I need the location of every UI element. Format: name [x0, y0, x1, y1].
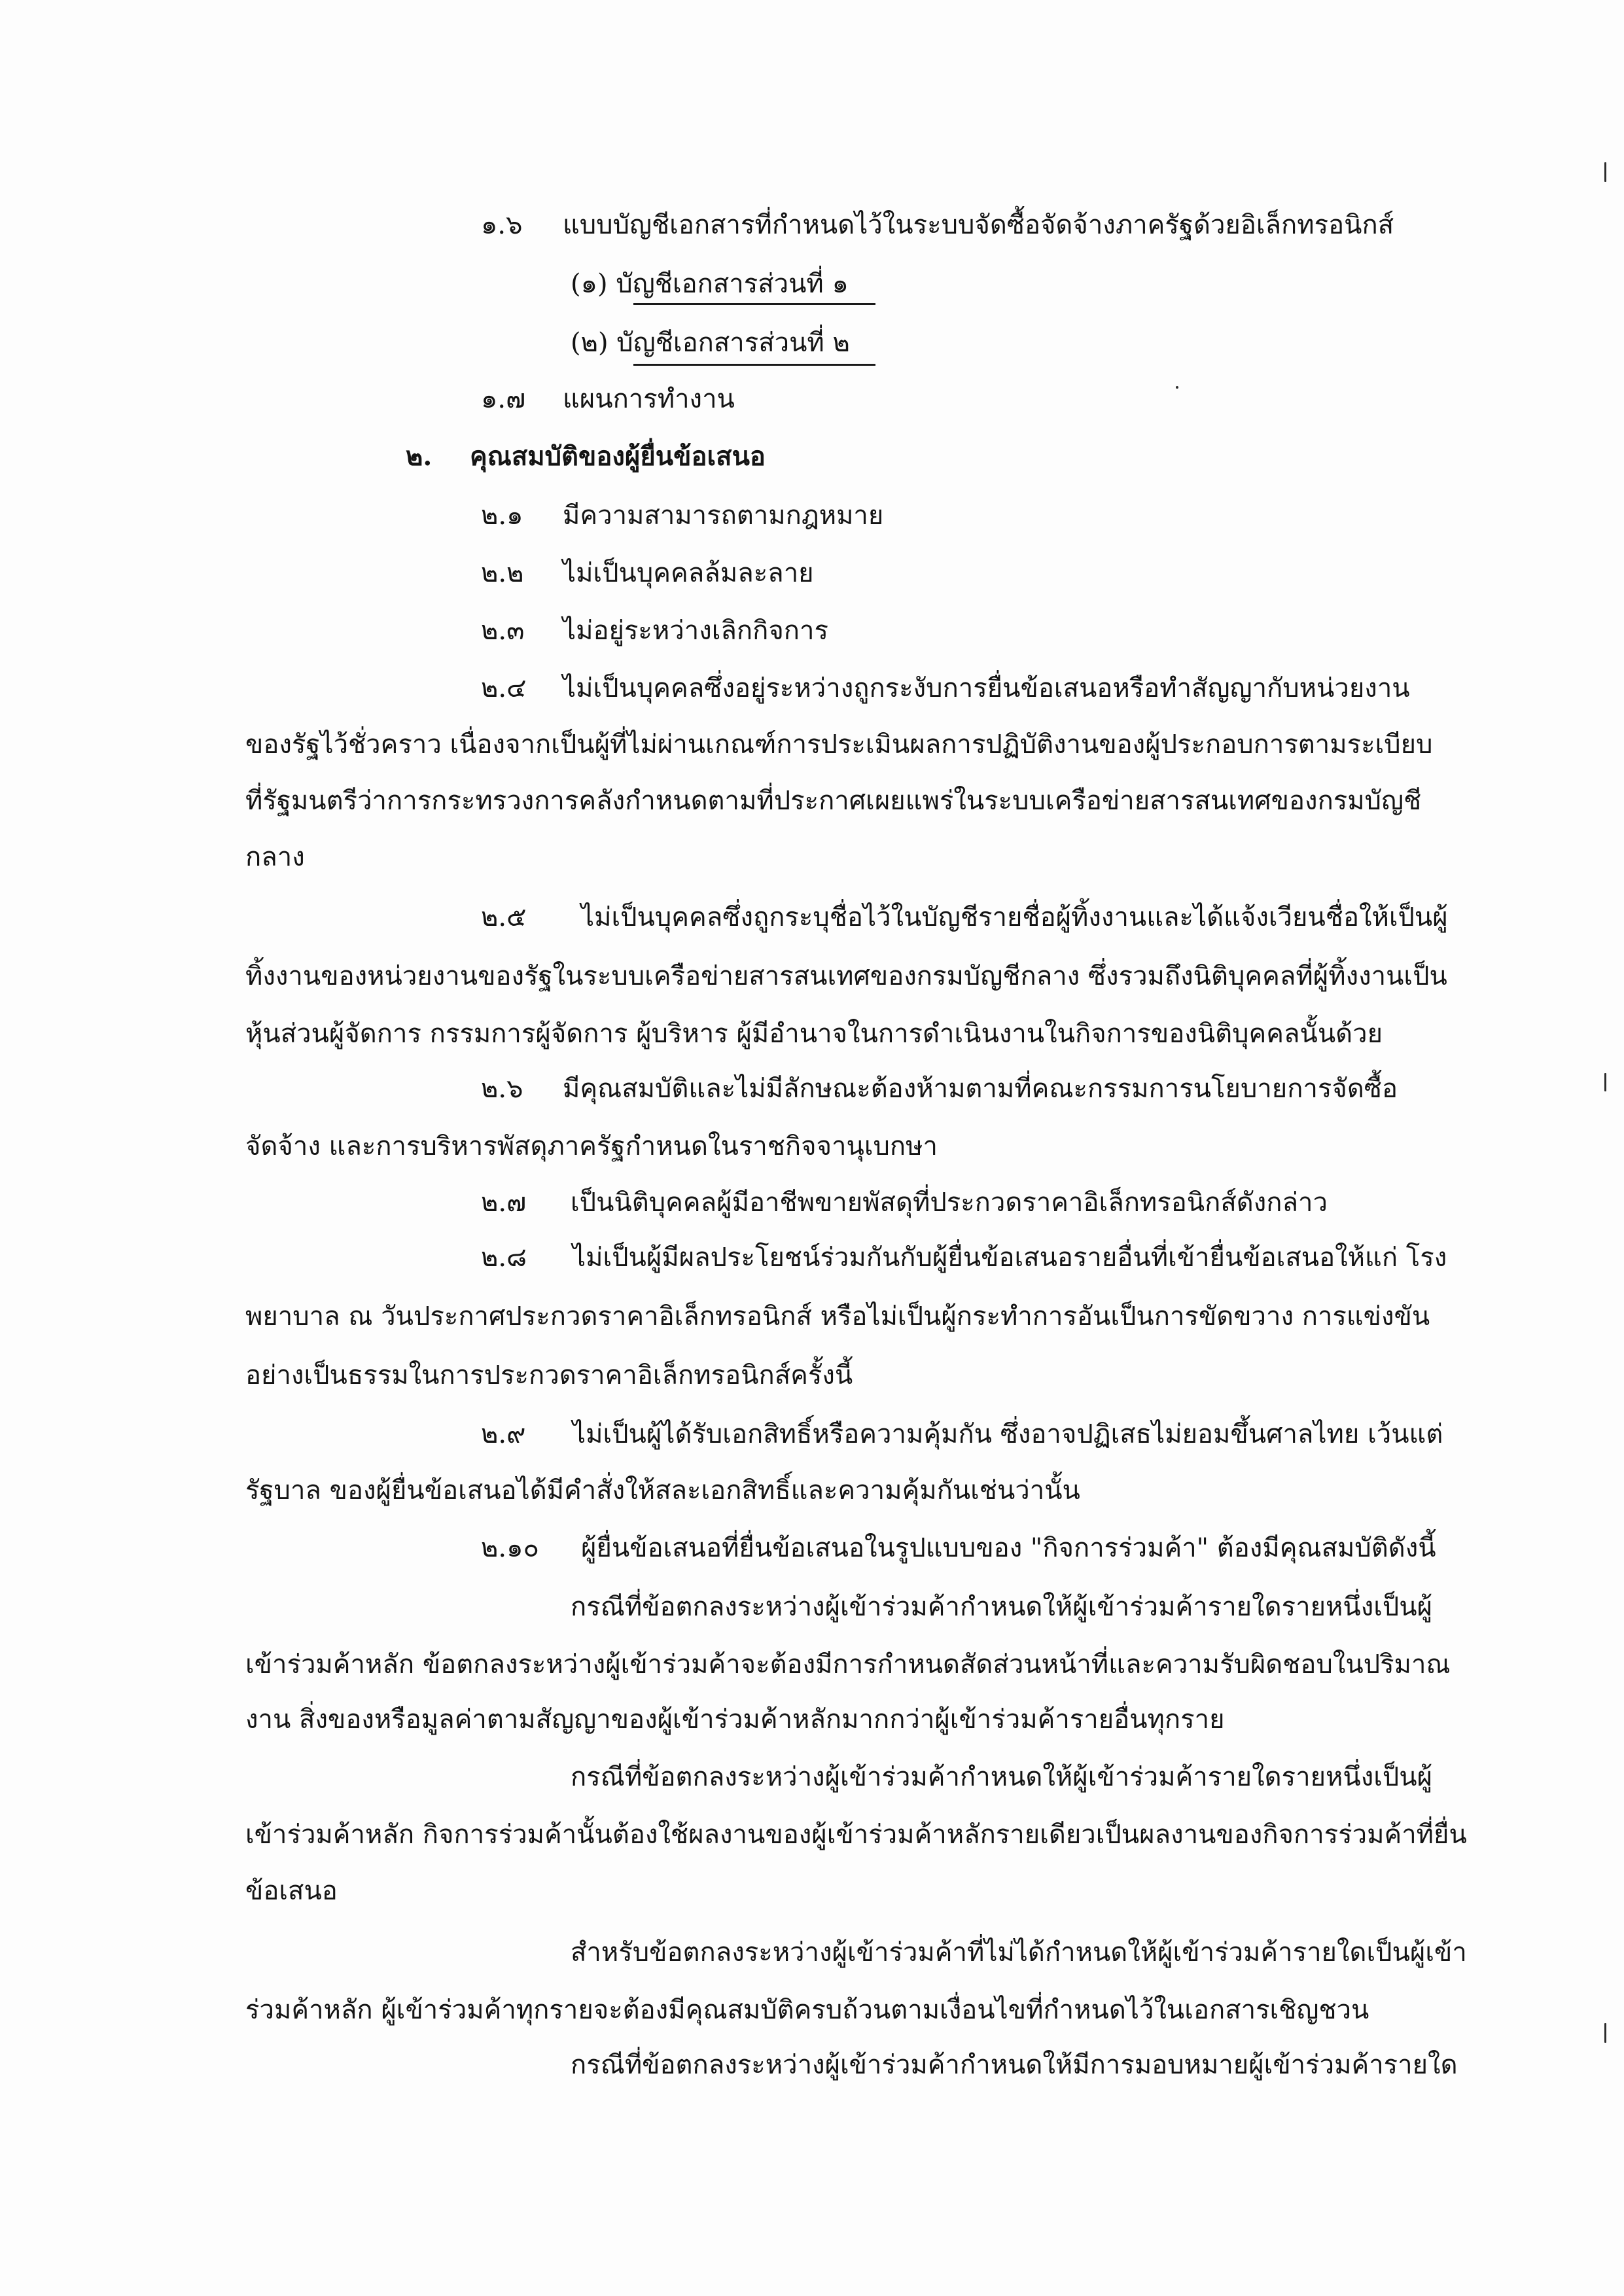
item-text-2-6-line-2: จัดจ้าง และการบริหารพัสดุภาครัฐกำหนดในราชกิจจานุเบกษา	[245, 1131, 938, 1161]
item-text-2-4-line-4: กลาง	[245, 842, 305, 872]
jv-para-2-line-2: เข้าร่วมค้าหลัก กิจการร่วมค้านั้นต้องใช้ผลงานของผู้เข้าร่วมค้าหลักรายเดียวเป็นผลงานของกิจการร่วมค้าที่ยื่น	[245, 1820, 1467, 1850]
underline-sub-item-1	[633, 303, 875, 305]
section-number-2: ๒.	[406, 441, 432, 472]
item-text-2-8-line-3: อย่างเป็นธรรมในการประกวดราคาอิเล็กทรอนิกส์ครั้งนี้	[245, 1360, 853, 1390]
item-text-2-8-line-1: ไม่เป็นผู้มีผลประโยชน์ร่วมกันกับผู้ยื่นข้อเสนอรายอื่นที่เข้ายื่นข้อเสนอให้แก่ โรง	[573, 1243, 1447, 1273]
item-text-2-6-line-1: มีคุณสมบัติและไม่มีลักษณะต้องห้ามตามที่คณะกรรมการนโยบายการจัดซื้อ	[563, 1074, 1398, 1104]
item-number-2-3: ๒.๓	[481, 616, 525, 646]
item-number-2-9: ๒.๙	[481, 1419, 526, 1449]
item-text-2-10-line-1: ผู้ยื่นข้อเสนอที่ยื่นข้อเสนอในรูปแบบของ "กิจการร่วมค้า" ต้องมีคุณสมบัติดังนี้	[581, 1533, 1436, 1563]
item-number-2-7: ๒.๗	[481, 1188, 527, 1218]
jv-para-2-line-3: ข้อเสนอ	[245, 1876, 338, 1906]
item-number-2-8: ๒.๘	[481, 1243, 527, 1273]
jv-para-1-line-1: กรณีที่ข้อตกลงระหว่างผู้เข้าร่วมค้ากำหนดให้ผู้เข้าร่วมค้ารายใดรายหนึ่งเป็นผู้	[571, 1592, 1433, 1622]
item-text-2-9-line-2: รัฐบาล ของผู้ยื่นข้อเสนอได้มีคำสั่งให้สละเอกสิทธิ์และความคุ้มกันเช่นว่านั้น	[245, 1475, 1080, 1506]
jv-para-1-line-2: เข้าร่วมค้าหลัก ข้อตกลงระหว่างผู้เข้าร่วมค้าจะต้องมีการกำหนดสัดส่วนหน้าที่และความรับผิดชอบในปริมาณ	[245, 1650, 1451, 1680]
item-text-2-5-line-2: ทิ้งงานของหน่วยงานของรัฐในระบบเครือข่ายสารสนเทศของกรมบัญชีกลาง ซึ่งรวมถึงนิติบุคคลที่ผู้ทิ้งงานเป็น	[245, 961, 1447, 991]
item-number-2-4: ๒.๔	[481, 673, 527, 703]
item-text-1-7: แผนการทำงาน	[563, 384, 735, 414]
item-text-2-5-line-1: ไม่เป็นบุคคลซึ่งถูกระบุชื่อไว้ในบัญชีรายชื่อผู้ทิ้งงานและได้แจ้งเวียนชื่อให้เป็นผู้	[581, 902, 1448, 932]
item-text-2-1: มีความสามารถตามกฎหมาย	[563, 501, 884, 531]
item-text-2-8-line-2: พยาบาล ณ วันประกาศประกวดราคาอิเล็กทรอนิกส์ หรือไม่เป็นผู้กระทำการอันเป็นการขัดขวาง การแข่งขัน	[245, 1301, 1430, 1332]
item-number-2-5: ๒.๕	[481, 902, 527, 932]
item-number-2-10: ๒.๑๐	[481, 1533, 539, 1563]
item-number-2-1: ๒.๑	[481, 501, 523, 531]
section-title-2: คุณสมบัติของผู้ยื่นข้อเสนอ	[470, 441, 766, 472]
underline-sub-item-2	[633, 364, 875, 366]
item-text-2-5-line-3: หุ้นส่วนผู้จัดการ กรรมการผู้จัดการ ผู้บริหาร ผู้มีอำนาจในการดำเนินงานในกิจการของนิติบุคคลนั้นด้วย	[245, 1019, 1383, 1049]
jv-para-3-line-2: ร่วมค้าหลัก ผู้เข้าร่วมค้าทุกรายจะต้องมีคุณสมบัติครบถ้วนตามเงื่อนไขที่กำหนดไว้ในเอกสารเชิญชวน	[245, 1995, 1369, 2025]
item-text-2-9-line-1: ไม่เป็นผู้ได้รับเอกสิทธิ์หรือความคุ้มกัน ซึ่งอาจปฏิเสธไม่ยอมขึ้นศาลไทย เว้นแต่	[573, 1419, 1443, 1449]
scan-artifact-mark	[1604, 2023, 1606, 2043]
scan-artifact-mark	[1604, 1073, 1606, 1091]
item-text-2-4-line-1: ไม่เป็นบุคคลซึ่งอยู่ระหว่างถูกระงับการยื่นข้อเสนอหรือทำสัญญากับหน่วยงาน	[563, 673, 1410, 703]
sub-item-1: (๑) บัญชีเอกสารส่วนที่ ๑	[571, 269, 849, 299]
jv-para-3-line-1: สำหรับข้อตกลงระหว่างผู้เข้าร่วมค้าที่ไม่ได้กำหนดให้ผู้เข้าร่วมค้ารายใดเป็นผู้เข้า	[571, 1937, 1467, 1968]
item-text-2-4-line-3: ที่รัฐมนตรีว่าการกระทรวงการคลังกำหนดตามที่ประกาศเผยแพร่ในระบบเครือข่ายสารสนเทศของกรมบัญชี	[245, 786, 1422, 816]
item-number-2-2: ๒.๒	[481, 558, 524, 588]
sub-item-2: (๒) บัญชีเอกสารส่วนที่ ๒	[571, 328, 850, 358]
jv-para-1-line-3: งาน สิ่งของหรือมูลค่าตามสัญญาของผู้เข้าร่วมค้าหลักมากกว่าผู้เข้าร่วมค้ารายอื่นทุกราย	[245, 1704, 1225, 1735]
item-number-1-6: ๑.๖	[481, 210, 523, 240]
item-text-1-6: แบบบัญชีเอกสารที่กำหนดไว้ในระบบจัดซื้อจัดจ้างภาครัฐด้วยอิเล็กทรอนิกส์	[563, 210, 1394, 240]
item-text-2-3: ไม่อยู่ระหว่างเลิกกิจการ	[563, 616, 828, 646]
jv-para-4-line-1: กรณีที่ข้อตกลงระหว่างผู้เข้าร่วมค้ากำหนดให้มีการมอบหมายผู้เข้าร่วมค้ารายใด	[571, 2050, 1458, 2080]
item-text-2-7: เป็นนิติบุคคลผู้มีอาชีพขายพัสดุที่ประกวดราคาอิเล็กทรอนิกส์ดังกล่าว	[571, 1188, 1328, 1218]
scan-artifact-dot	[1176, 386, 1178, 389]
jv-para-2-line-1: กรณีที่ข้อตกลงระหว่างผู้เข้าร่วมค้ากำหนดให้ผู้เข้าร่วมค้ารายใดรายหนึ่งเป็นผู้	[571, 1762, 1433, 1792]
item-text-2-4-line-2: ของรัฐไว้ชั่วคราว เนื่องจากเป็นผู้ที่ไม่ผ่านเกณฑ์การประเมินผลการปฏิบัติงานของผู้ประกอบการตามระเบียบ	[245, 730, 1433, 760]
item-number-2-6: ๒.๖	[481, 1074, 523, 1104]
item-number-1-7: ๑.๗	[481, 384, 526, 414]
item-text-2-2: ไม่เป็นบุคคลล้มละลาย	[563, 558, 814, 588]
scan-artifact-mark	[1604, 162, 1606, 182]
